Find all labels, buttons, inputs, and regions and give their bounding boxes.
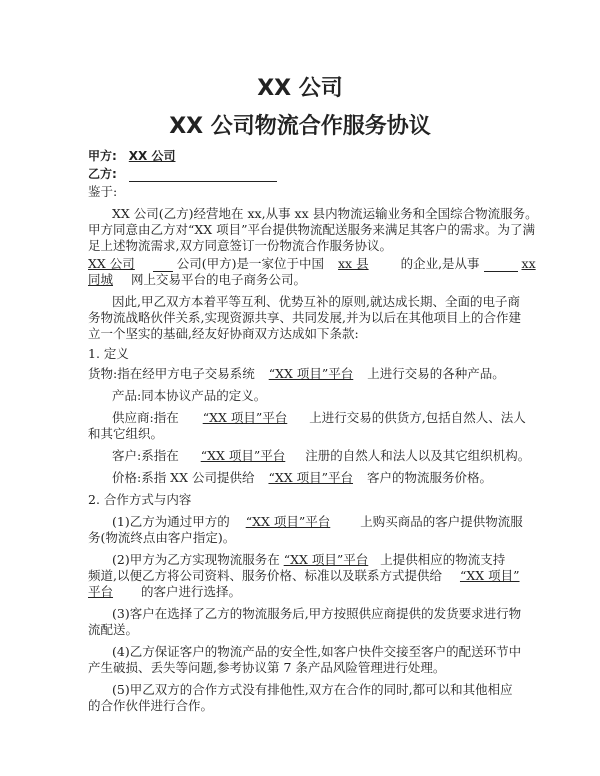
clause-2: (2)甲方为乙方实现物流服务在 “XX 项目”平台 上提供相应的物流支持 (112, 552, 506, 567)
county-name: xx 县 (338, 256, 369, 271)
party-a-company: XX 公司 (88, 256, 135, 271)
agreement-title: XX 公司物流合作服务协议 (169, 114, 431, 139)
party-b-blank (129, 168, 277, 182)
party-a-line (88, 148, 195, 164)
platform-ref: “XX 项目”平台 (245, 514, 331, 529)
definition-customer: 客户:系指在 “XX 项目”平台 注册的自然人和法人以及其它组织机构。 (112, 448, 531, 463)
para1-line3: 足上述物流需求,双方同意签订一份物流合作服务协议。 (88, 238, 392, 253)
para3-line3: 立一个坚实的基础,经友好协商双方达成如下条款: (88, 326, 359, 341)
definition-product: 产品:同本协议产品的定义。 (112, 388, 267, 403)
party-b-line (88, 166, 277, 182)
platform-ref: “XX 项目”平台 (268, 470, 354, 485)
clause-2-line3: 平台 的客户进行选择。 (88, 584, 242, 599)
platform-ref: “XX 项目”平台 (200, 448, 286, 463)
definition-supplier: 供应商:指在 “XX 项目”平台 上进行交易的供货方,包括自然人、法人 (112, 410, 526, 425)
clause-2-line2: 频道,以便乙方将公司资料、服务价格、标准以及联系方式提供给 “XX 项目” (88, 568, 520, 583)
para1-line2: 甲方同意由乙方对“XX 项目”平台提供物流配送服务来满足其客户的需求。为了满 (88, 222, 536, 237)
para3-line1: 因此,甲乙双方本着平等互利、优势互补的原则,就达成长期、全面的电子商 (112, 294, 520, 309)
platform-ref: “XX 项目” (459, 568, 520, 583)
clause-4: (4)乙方保证客户的物流产品的安全性,如客户快件交接至客户的配送环节中 (112, 644, 522, 659)
definition-supplier-cont: 和其它组织。 (88, 426, 164, 441)
city-scope: 同城 (88, 272, 114, 287)
platform-ref: “XX 项目”平台 (202, 410, 288, 425)
clause-3: (3)客户在选择了乙方的物流服务后,甲方按照供应商提供的发货要求进行物 (112, 606, 522, 621)
para1-line1: XX 公司(乙方)经营地在 xx,从事 xx 县内物流运输业务和全国综合物流服务。 (112, 206, 538, 221)
para3-line2: 务物流战略伙伴关系,实现资源共享、共同发展,并为以后在其他项目上的合作建 (88, 310, 521, 325)
para2-line2: 同城 网上交易平台的电子商务公司。 (88, 272, 307, 287)
platform-ref: “XX 项目”平台 (268, 366, 354, 381)
section-2-heading: 2. 合作方式与内容 (88, 492, 192, 507)
clause-3-cont: 流配送。 (88, 622, 139, 637)
definition-price: 价格:系指 XX 公司提供给 “XX 项目”平台 客户的物流服务价格。 (112, 470, 493, 485)
party-a-value: XX 公司 (128, 149, 176, 163)
clause-4-cont: 产生破损、丢失等问题,参考协议第 7 条产品风险管理进行处理。 (88, 660, 446, 675)
clause-5-cont: 的合作伙伴进行合作。 (88, 698, 214, 713)
clause-1-cont: 务(物流终点由客户指定)。 (88, 530, 236, 545)
whereas-label: 鉴于: (88, 184, 118, 199)
document-title: XX 公司 (257, 76, 343, 101)
party-b-label: 乙方: (88, 167, 117, 181)
para2-line1: XX 公司 公司(甲方)是一家位于中国 xx 县 的企业,是从事 xx (88, 256, 536, 271)
section-1-heading: 1. 定义 (88, 346, 129, 361)
definition-goods: 货物:指在经甲方电子交易系统 “XX 项目”平台 上进行交易的各种产品。 (88, 366, 505, 381)
platform-ref: “XX 项目”平台 (283, 552, 369, 567)
clause-1: (1)乙方为通过甲方的 “XX 项目”平台 上购买商品的客户提供物流服 (112, 514, 523, 529)
party-a-label: 甲方: (88, 149, 117, 163)
clause-5: (5)甲乙双方的合作方式没有排他性,双方在合作的同时,都可以和其他相应 (112, 682, 513, 697)
